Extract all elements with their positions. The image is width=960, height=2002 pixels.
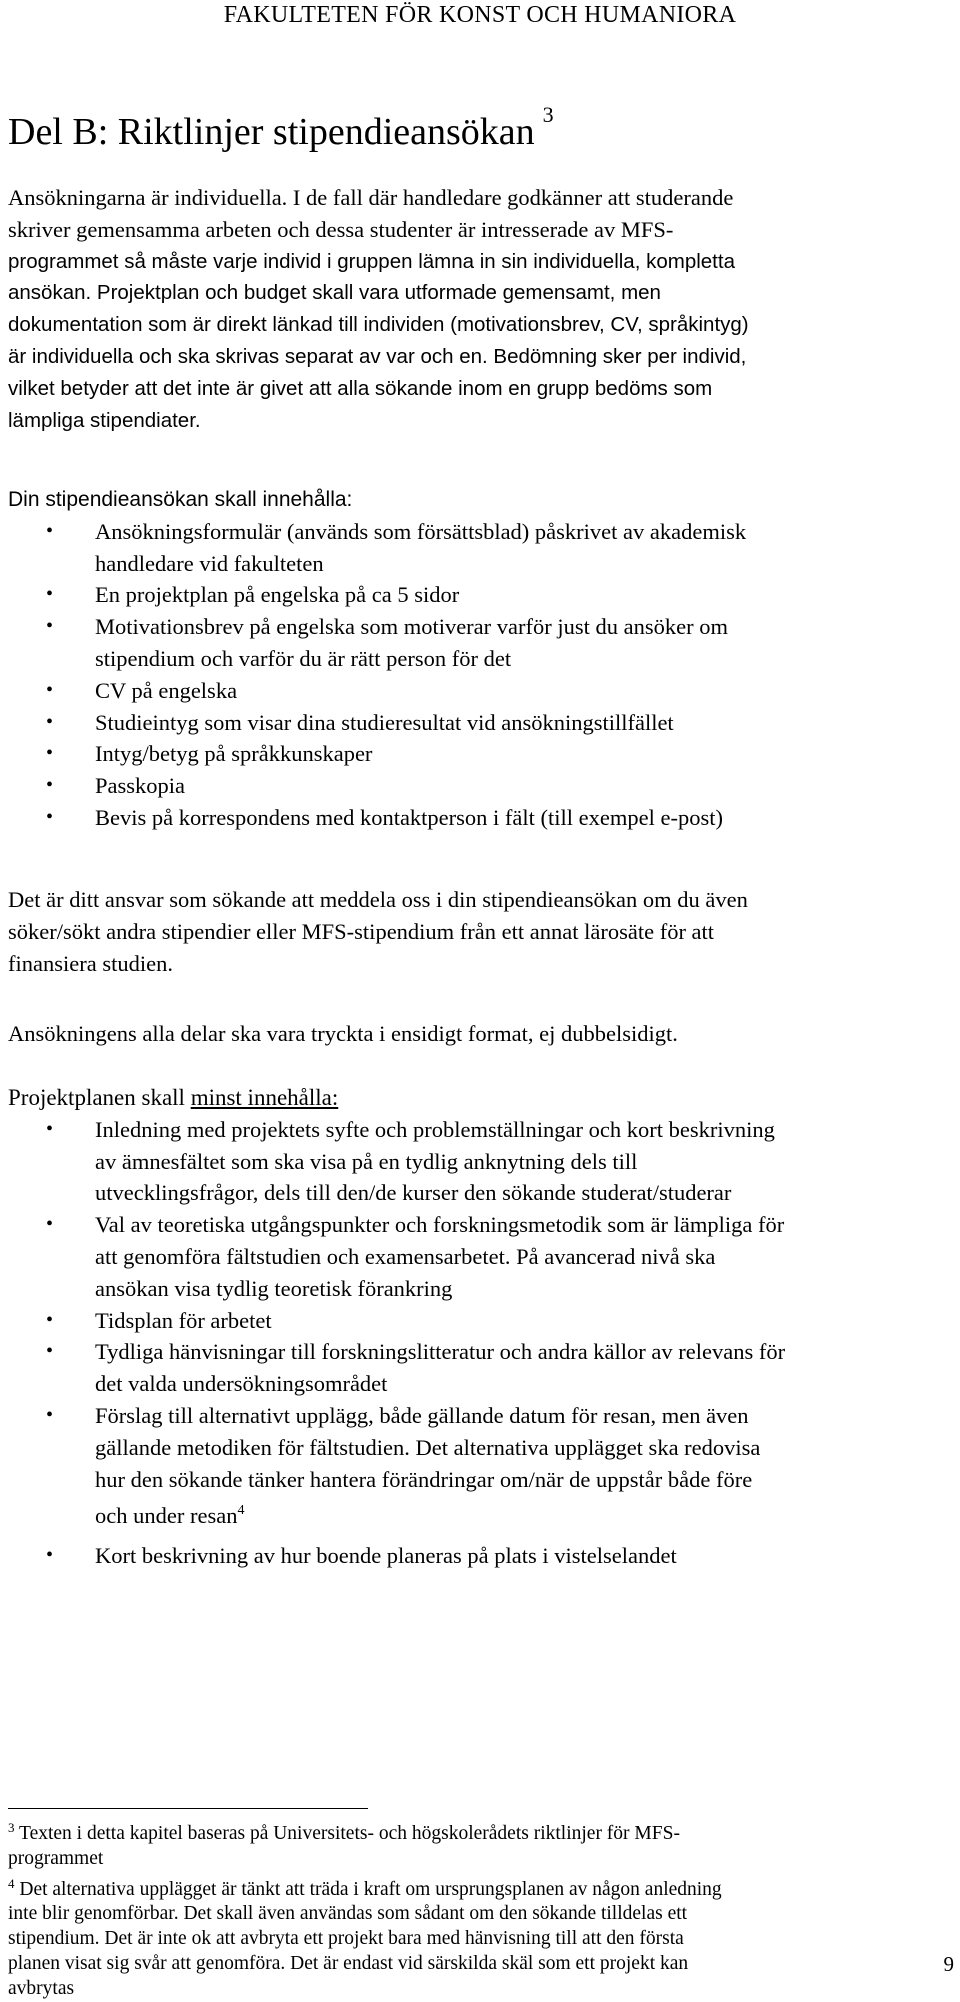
bullet-icon: • xyxy=(46,710,54,733)
bullet-icon: • xyxy=(46,1117,54,1140)
list-item: • Studieintyg som visar dina studieresultat vid ansökningstillfället xyxy=(8,707,958,739)
page-header: FAKULTETEN FÖR KONST OCH HUMANIORA xyxy=(223,2,737,28)
intro-line: programmet så måste varje individ i gruppen lämna in sin individuella, kompletta xyxy=(8,249,735,273)
list-item: • Val av teoretiska utgångspunkter och forskningsmetodik som är lämpliga för att genomföra fältstudien och examensarbetet. På avancerad nivå ska ansökan visa tydlig teoretisk förankring xyxy=(8,1209,958,1304)
section-title-text: Del B: Riktlinjer stipendieansökan xyxy=(8,111,535,153)
intro-line: lämpliga stipendiater. xyxy=(8,408,201,432)
print-note: Ansökningens alla delar ska vara tryckta i ensidigt format, ej dubbelsidigt. xyxy=(8,1021,678,1046)
section-title xyxy=(8,102,554,154)
responsibility-paragraph: Det är ditt ansvar som sökande att meddela oss i din stipendieansökan om du även söker/sökt andra stipendier eller MFS-stipendium från ett annat lärosäte för att finansiera studien. xyxy=(8,887,748,976)
project-plan-list xyxy=(8,1114,958,1572)
footnotes: $^3$ Texten i detta kapitel baseras på Universitets- och högskolerådets riktlinjer för MFS- programmet $^4$ Det alternativa upplägget är tänkt att träda i kraft om ursprungsplanen av någon anledning inte blir genomförbar. Det skall även användas som sådant om den sökande tilldelas ett stipendium. Det är inte ok att avbryta ett projekt bara med hänvisning till att den första planen visat sig svår att genomföra. Det är endast vid särskilda skäl som ett projekt kan avbrytas xyxy=(8,1816,958,2002)
footnote-ref-4: 4 xyxy=(237,1503,245,1519)
footnote-3: $^3$ Texten i detta kapitel baseras på Universitets- och högskolerådets riktlinjer för MFS- xyxy=(8,1820,680,1844)
bullet-icon: • xyxy=(46,774,54,797)
application-list xyxy=(8,516,958,834)
bullet-icon: • xyxy=(46,519,54,542)
intro-paragraph xyxy=(8,182,958,436)
bullet-icon: • xyxy=(46,678,54,701)
list-item: • Inledning med projektets syfte och problemställningar och kort beskrivning av ämnesfältet som ska visa på en tydlig anknytning dels till utvecklingsfrågor, dels till den/de kurser den sökande studerat/studerar xyxy=(8,1114,958,1209)
footnote-ref-3: 3 xyxy=(542,102,554,127)
intro-line: ansökan. Projektplan och budget skall vara utformade gemensamt, men xyxy=(8,281,661,305)
footnote-4: $^4$ Det alternativa upplägget är tänkt att träda i kraft om ursprungsplanen av någon anledning xyxy=(8,1875,722,1900)
list-item: • En projektplan på engelska på ca 5 sidor xyxy=(8,579,958,611)
list-item: • Kort beskrivning av hur boende planeras på plats i vistelselandet xyxy=(8,1540,958,1572)
list-item: • Bevis på korrespondens med kontaktperson i fält (till exempel e-post) xyxy=(8,802,958,834)
bullet-icon: • xyxy=(46,1403,54,1426)
intro-line: dokumentation som är direkt länkad till individen (motivationsbrev, CV, språkintyg) xyxy=(8,313,749,337)
intro-line: är individuella och ska skrivas separat av var och en. Bedömning sker per individ, xyxy=(8,344,747,368)
application-section xyxy=(8,484,958,834)
bullet-icon: • xyxy=(46,1340,54,1363)
bullet-icon: • xyxy=(46,1213,54,1236)
bullet-icon: • xyxy=(46,1308,54,1331)
list-item: • Förslag till alternativt upplägg, både gällande datum för resan, men även gällande metodiken för fältstudien. Det alternativa upplägget ska redovisa hur den sökande tänker hantera förändringar om/när de uppstår både före och under resan$^4$ xyxy=(8,1400,958,1532)
list-item: • Tidsplan för arbetet xyxy=(8,1305,958,1337)
list-item: • Passkopia xyxy=(8,770,958,802)
project-plan-heading: Projektplanen skall minst innehålla: xyxy=(8,1085,339,1110)
bullet-icon: • xyxy=(46,583,54,606)
intro-line: Ansökningarna är individuella. I de fall där handledare godkänner att studerande xyxy=(8,185,734,210)
list-item: • CV på engelska xyxy=(8,675,958,707)
intro-line: vilket betyder att det inte är givet att alla sökande inom en grupp bedöms som xyxy=(8,376,713,400)
page-number: 9 xyxy=(943,1952,954,1976)
footnote-separator xyxy=(8,1808,368,1809)
list-item: • Intyg/betyg på språkkunskaper xyxy=(8,738,958,770)
list-item: • Ansökningsformulär (används som försättsblad) påskrivet av akademisk handledare vid fakulteten xyxy=(8,516,958,580)
bullet-icon: • xyxy=(46,615,54,638)
list-item: • Motivationsbrev på engelska som motiverar varför just du ansöker om stipendium och varför du är rätt person för det xyxy=(8,611,958,675)
project-plan-section xyxy=(8,1082,958,1572)
application-heading: Din stipendieansökan skall innehålla: xyxy=(8,488,353,511)
bullet-icon: • xyxy=(46,742,54,765)
intro-line: skriver gemensamma arbeten och dessa studenter är intresserade av MFS- xyxy=(8,216,674,242)
list-item: • Tydliga hänvisningar till forskningslitteratur och andra källor av relevans för det valda undersökningsområdet xyxy=(8,1336,958,1400)
bullet-icon: • xyxy=(46,805,54,828)
bullet-icon: • xyxy=(46,1544,54,1567)
